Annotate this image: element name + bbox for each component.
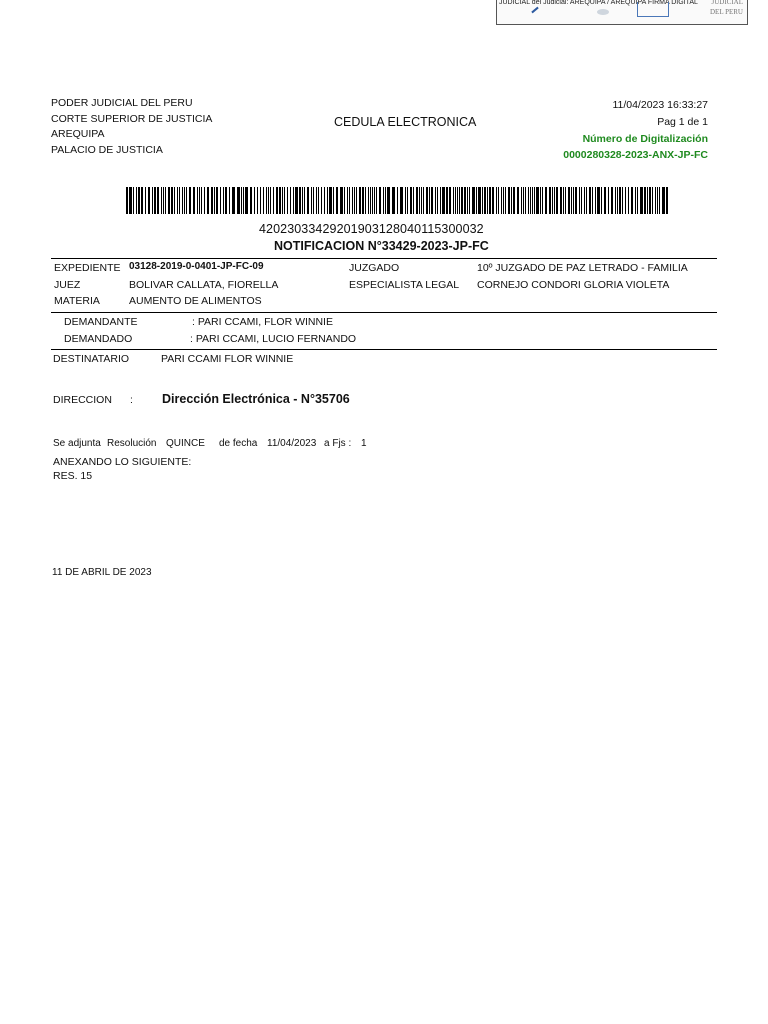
stamp-right-line2: DEL PERU xyxy=(710,8,743,16)
barcode-bar xyxy=(241,187,242,214)
barcode-bar xyxy=(640,187,643,214)
barcode-bar xyxy=(201,187,202,214)
barcode-bar xyxy=(528,187,529,214)
barcode-bar xyxy=(287,187,288,214)
demandado-label: DEMANDADO xyxy=(64,333,133,345)
barcode-bar xyxy=(536,187,539,214)
institution-line1: PODER JUDICIAL DEL PERU xyxy=(51,97,193,109)
barcode-bar xyxy=(197,187,198,214)
barcode-bar xyxy=(615,187,616,214)
barcode-bar xyxy=(270,187,271,214)
barcode-bar xyxy=(304,187,305,214)
juzgado-value: 10º JUZGADO DE PAZ LETRADO - FAMILIA xyxy=(477,262,688,274)
barcode-bar xyxy=(423,187,424,214)
barcode-bar xyxy=(257,187,258,214)
barcode-bar xyxy=(637,187,638,214)
barcode-bar xyxy=(560,187,562,214)
divider-bottom xyxy=(51,349,717,350)
barcode-bar xyxy=(556,187,558,214)
stamp-text: JUDICIAL del Judicial: AREQUIPA / AREQUIPA FIRMA DIGITAL xyxy=(499,0,698,6)
institution-line4: PALACIO DE JUSTICIA xyxy=(51,143,163,156)
barcode-bar xyxy=(453,187,454,214)
barcode-bar xyxy=(659,187,660,214)
destinatario-value: PARI CCAMI FLOR WINNIE xyxy=(161,353,294,365)
barcode-bar xyxy=(329,187,332,214)
barcode-bar xyxy=(193,187,195,214)
barcode-bar xyxy=(161,187,162,214)
barcode-bar xyxy=(344,187,345,214)
barcode-bar xyxy=(349,187,350,214)
barcode-bar xyxy=(276,187,278,214)
barcode-bar xyxy=(295,187,298,214)
barcode-bar xyxy=(133,187,134,214)
barcode-bar xyxy=(666,187,668,214)
fjs-value: 1 xyxy=(361,438,367,449)
barcode-bar xyxy=(459,187,460,214)
juez-value: BOLIVAR CALLATA, FIORELLA xyxy=(129,279,279,291)
barcode-bar xyxy=(429,187,430,214)
fecha-value: 11/04/2023 xyxy=(267,438,317,449)
especialista-label: ESPECIALISTA LEGAL xyxy=(349,279,460,291)
divider-top xyxy=(51,258,717,259)
barcode-bar xyxy=(464,187,466,214)
barcode-bar xyxy=(511,187,512,214)
direccion-label: DIRECCION xyxy=(53,394,112,406)
barcode-bar xyxy=(476,187,477,214)
barcode-bar xyxy=(243,187,244,214)
barcode-bar xyxy=(489,187,491,214)
barcode-bar xyxy=(260,187,261,214)
fjs-label: a Fjs : xyxy=(324,438,352,449)
barcode-bar xyxy=(478,187,481,214)
direccion-value: Dirección Electrónica - N°35706 xyxy=(162,392,350,406)
barcode-bar xyxy=(625,187,626,214)
digital-signature-stamp xyxy=(496,0,748,25)
barcode-bar xyxy=(440,187,441,214)
barcode-bar xyxy=(333,187,334,214)
barcode-bar xyxy=(413,187,414,214)
barcode-bar xyxy=(579,187,580,214)
barcode-bar xyxy=(407,187,408,214)
barcode-bar xyxy=(426,187,428,214)
barcode-bar xyxy=(359,187,361,214)
barcode-bar xyxy=(316,187,317,214)
barcode-bar xyxy=(138,187,140,214)
barcode-bar xyxy=(311,187,312,214)
barcode-bar xyxy=(282,187,283,214)
barcode-bar xyxy=(487,187,488,214)
barcode-bar xyxy=(126,187,128,214)
barcode-bar xyxy=(446,187,448,214)
barcode-bar xyxy=(484,187,486,214)
barcode-bar xyxy=(563,187,564,214)
barcode-bar xyxy=(184,187,185,214)
barcode-bar xyxy=(571,187,572,214)
signature-stroke xyxy=(531,7,538,14)
barcode-bar xyxy=(592,187,593,214)
barcode-bar xyxy=(232,187,235,214)
barcode-bar xyxy=(293,187,294,214)
resolucion-label: Resolución xyxy=(107,438,157,449)
barcode-bar xyxy=(327,187,328,214)
barcode-bar xyxy=(318,187,319,214)
anexando-text: ANEXANDO LO SIGUIENTE: xyxy=(53,456,192,468)
barcode-bar xyxy=(498,187,499,214)
barcode-bar xyxy=(525,187,526,214)
barcode-bar xyxy=(647,187,648,214)
barcode-bar xyxy=(469,187,470,214)
barcode-bar xyxy=(472,187,475,214)
header-datetime: 11/04/2023 16:33:27 xyxy=(612,99,708,111)
stamp-institution xyxy=(710,0,743,17)
barcode-bar xyxy=(307,187,309,214)
barcode-bar xyxy=(220,187,221,214)
se-adjunta-label: Se adjunta xyxy=(53,438,101,449)
barcode-bar xyxy=(154,187,156,214)
digitization-label: Número de Digitalización xyxy=(582,133,708,145)
barcode-bar xyxy=(354,187,355,214)
barcode-bar xyxy=(597,187,600,214)
barcode-bar xyxy=(595,187,596,214)
barcode-bar xyxy=(268,187,269,214)
barcode-bar xyxy=(152,187,153,214)
barcode-bar xyxy=(644,187,646,214)
barcode-bar xyxy=(368,187,369,214)
barcode-bar xyxy=(385,187,386,214)
barcode-bar xyxy=(405,187,406,214)
barcode-bar xyxy=(179,187,180,214)
barcode-bar xyxy=(421,187,422,214)
barcode-bar xyxy=(171,187,173,214)
barcode-bar xyxy=(324,187,325,214)
especialista-value: CORNEJO CONDORI GLORIA VIOLETA xyxy=(477,279,670,291)
barcode-bar xyxy=(266,187,267,214)
demandado-value: : PARI CCAMI, LUCIO FERNANDO xyxy=(190,333,357,345)
barcode-bar xyxy=(352,187,353,214)
stamp-seal-icon xyxy=(597,9,609,15)
barcode-bar xyxy=(321,187,322,214)
barcode-bar xyxy=(622,187,623,214)
barcode-bar xyxy=(157,187,159,214)
demandante-value: : PARI CCAMI, FLOR WINNIE xyxy=(192,316,333,328)
barcode-bar xyxy=(225,187,227,214)
barcode-bar xyxy=(199,187,200,214)
barcode-bar xyxy=(374,187,375,214)
barcode-bar xyxy=(136,187,137,214)
header-institution xyxy=(51,96,212,158)
barcode-bar xyxy=(211,187,213,214)
barcode-bar xyxy=(508,187,510,214)
barcode-bar xyxy=(250,187,252,214)
barcode-bar xyxy=(254,187,255,214)
demandante-label: DEMANDANTE xyxy=(64,316,138,328)
barcode-bar xyxy=(457,187,458,214)
barcode-bar xyxy=(505,187,506,214)
document-title: CEDULA ELECTRONICA xyxy=(334,115,477,129)
barcode-bar xyxy=(372,187,373,214)
barcode-bar xyxy=(442,187,445,214)
barcode-bar xyxy=(482,187,483,214)
barcode-bar xyxy=(279,187,281,214)
barcode-bar xyxy=(437,187,438,214)
barcode-bar xyxy=(530,187,531,214)
barcode-bar xyxy=(542,187,543,214)
header-page: Pag 1 de 1 xyxy=(657,116,708,128)
barcode-bar xyxy=(540,187,541,214)
barcode-bar xyxy=(207,187,209,214)
barcode-bar xyxy=(611,187,613,214)
barcode xyxy=(126,187,669,214)
stamp-right-line1: JUDICIAL xyxy=(711,0,743,6)
barcode-bar xyxy=(400,187,403,214)
digitization-number: 0000280328-2023-ANX-JP-FC xyxy=(563,149,708,161)
barcode-bar xyxy=(165,187,166,214)
barcode-bar xyxy=(619,187,621,214)
barcode-bar xyxy=(581,187,582,214)
barcode-bar xyxy=(549,187,551,214)
barcode-bar xyxy=(410,187,412,214)
barcode-bar xyxy=(461,187,463,214)
barcode-bar xyxy=(392,187,395,214)
barcode-bar xyxy=(435,187,436,214)
barcode-bar xyxy=(586,187,587,214)
barcode-bar xyxy=(148,187,150,214)
barcode-bar xyxy=(449,187,451,214)
barcode-bar xyxy=(214,187,215,214)
barcode-bar xyxy=(589,187,591,214)
barcode-bar xyxy=(565,187,566,214)
barcode-bar xyxy=(302,187,303,214)
barcode-bar xyxy=(501,187,502,214)
barcode-bar xyxy=(513,187,515,214)
barcode-bar xyxy=(141,187,143,214)
barcode-bar xyxy=(336,187,338,214)
barcode-bar xyxy=(299,187,301,214)
barcode-bar xyxy=(568,187,570,214)
barcode-bar xyxy=(601,187,602,214)
barcode-bar xyxy=(652,187,653,214)
barcode-bar xyxy=(397,187,398,214)
barcode-bar xyxy=(223,187,224,214)
barcode-bar xyxy=(523,187,524,214)
barcode-bar xyxy=(370,187,371,214)
barcode-bar xyxy=(376,187,377,214)
barcode-bar xyxy=(617,187,618,214)
barcode-bar xyxy=(163,187,164,214)
barcode-bar xyxy=(657,187,658,214)
barcode-bar xyxy=(182,187,183,214)
barcode-bar xyxy=(362,187,364,214)
barcode-bar xyxy=(383,187,384,214)
resolucion-value: QUINCE xyxy=(166,438,205,449)
barcode-bar xyxy=(204,187,205,214)
barcode-bar xyxy=(419,187,420,214)
barcode-bar xyxy=(177,187,178,214)
juez-label: JUEZ xyxy=(54,279,81,291)
materia-label: MATERIA xyxy=(54,295,100,307)
fecha-label: de fecha xyxy=(219,438,258,449)
barcode-bar xyxy=(662,187,665,214)
barcode-bar xyxy=(129,187,132,214)
barcode-bar xyxy=(628,187,629,214)
barcode-bar xyxy=(365,187,366,214)
barcode-bar xyxy=(517,187,519,214)
barcode-bar xyxy=(649,187,651,214)
barcode-bar xyxy=(604,187,606,214)
barcode-bar xyxy=(521,187,522,214)
barcode-bar xyxy=(431,187,433,214)
barcode-bar xyxy=(347,187,348,214)
barcode-bar xyxy=(575,187,577,214)
juzgado-label: JUZGADO xyxy=(349,262,400,274)
divider-middle xyxy=(51,312,717,313)
barcode-bar xyxy=(545,187,547,214)
barcode-bar xyxy=(631,187,633,214)
barcode-bar xyxy=(168,187,170,214)
barcode-bar xyxy=(216,187,218,214)
barcode-bar xyxy=(416,187,418,214)
stamp-logo xyxy=(637,2,669,17)
barcode-bar xyxy=(552,187,553,214)
direccion-colon: : xyxy=(130,394,133,406)
barcode-bar xyxy=(496,187,497,214)
barcode-bar xyxy=(455,187,456,214)
barcode-bar xyxy=(284,187,285,214)
footer-date: 11 DE ABRIL DE 2023 xyxy=(52,567,152,578)
barcode-bar xyxy=(608,187,609,214)
barcode-bar xyxy=(263,187,264,214)
barcode-bar xyxy=(635,187,636,214)
barcode-bar xyxy=(189,187,191,214)
barcode-bar xyxy=(554,187,555,214)
barcode-bar xyxy=(356,187,357,214)
barcode-bar xyxy=(340,187,343,214)
expediente-value: 03128-2019-0-0401-JP-FC-09 xyxy=(129,261,264,272)
barcode-bar xyxy=(379,187,381,214)
materia-value: AUMENTO DE ALIMENTOS xyxy=(129,295,262,307)
barcode-bar xyxy=(532,187,533,214)
barcode-bar xyxy=(492,187,494,214)
notification-number: NOTIFICACION N°33429-2023-JP-FC xyxy=(274,239,489,253)
barcode-bar xyxy=(573,187,574,214)
res-text: RES. 15 xyxy=(53,470,93,482)
barcode-bar xyxy=(174,187,175,214)
barcode-bar xyxy=(290,187,291,214)
barcode-bar xyxy=(245,187,248,214)
barcode-bar xyxy=(186,187,187,214)
barcode-bar xyxy=(145,187,146,214)
institution-line3: AREQUIPA xyxy=(51,128,105,140)
barcode-bar xyxy=(273,187,274,214)
barcode-bar xyxy=(237,187,240,214)
barcode-bar xyxy=(655,187,656,214)
barcode-number: 42023033429201903128040115300032 xyxy=(259,222,484,236)
expediente-label: EXPEDIENTE xyxy=(54,262,121,274)
barcode-bar xyxy=(229,187,230,214)
barcode-bar xyxy=(313,187,314,214)
barcode-bar xyxy=(387,187,390,214)
destinatario-label: DESTINATARIO xyxy=(53,353,130,365)
institution-line2: CORTE SUPERIOR DE JUSTICIA xyxy=(51,112,213,125)
barcode-bar xyxy=(467,187,468,214)
barcode-bar xyxy=(584,187,585,214)
barcode-bar xyxy=(534,187,535,214)
barcode-bar xyxy=(503,187,504,214)
